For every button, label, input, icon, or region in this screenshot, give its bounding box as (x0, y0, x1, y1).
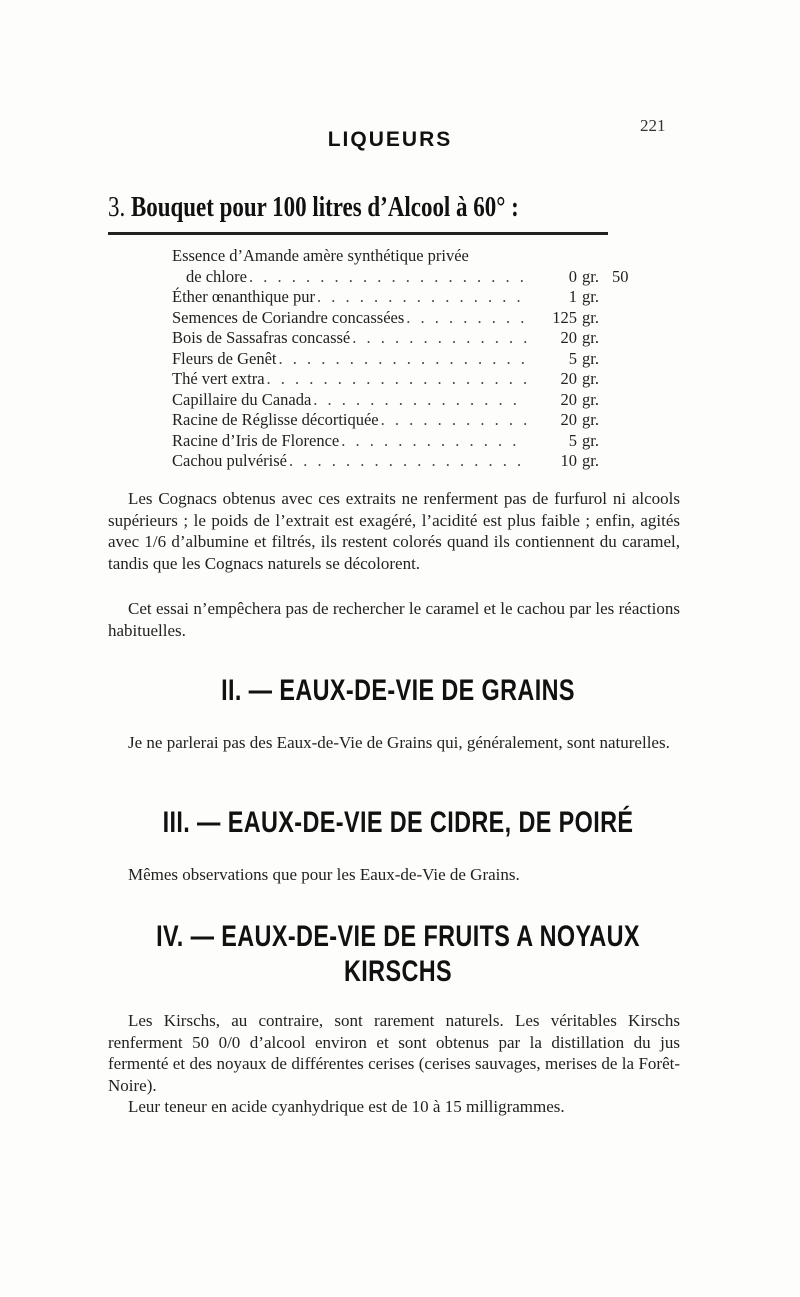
paragraph-kirschs (108, 1010, 680, 1118)
dot-leader (247, 267, 527, 288)
heading-grains: II. — EAUX-DE-VIE DE GRAINS (221, 674, 575, 707)
ingredient-name: Racine d’Iris de Florence (172, 430, 340, 450)
dot-leader (379, 410, 527, 431)
dot-leader (404, 308, 527, 329)
ingredient-quantity: 0 (568, 266, 577, 286)
ingredient-row (172, 287, 642, 308)
ingredient-quantity: 20 (560, 410, 577, 429)
dot-leader (265, 369, 527, 390)
ingredient-quantity: 20 (560, 328, 577, 347)
ingredient-unit: gr. (582, 430, 599, 450)
ingredient-name: Bois de Sassafras concassé (172, 328, 351, 347)
ingredient-quantity: 20 (560, 389, 577, 409)
paragraph-text: Cet essai n’empêchera pas de rechercher le caramel et le cachou par les réactions habituelles. (108, 599, 680, 640)
dot-leader (315, 287, 527, 308)
ingredient-row (172, 369, 642, 390)
paragraph-text: Les Cognacs obtenus avec ces extraits ne renferment pas de furfurol ni alcools supérieurs ; le poids de l’extrait est exagéré, l’acidité est plus faible ; enfin, agités avec 1/6 d’albumine et filtrés, ils restent colorés quand ils contiennent du caramel, tandis que les Cognacs naturels se décolorent. (108, 489, 680, 573)
ingredient-unit: gr. (582, 410, 599, 429)
ingredient-row (172, 328, 642, 349)
ingredient-row (172, 410, 642, 431)
ingredient-name: Racine de Réglisse décortiquée (172, 410, 379, 429)
ingredient-row (172, 390, 642, 411)
paragraph-text: Les Kirschs, au contraire, sont rarement naturels. Les véritables Kirschs renferment 50 0/0 d’alcool environ et sont obtenus par la distillation du jus fermenté et des noyaux de différentes cerises (cerises sauvages, merises de la Forêt-Noire). (108, 1011, 680, 1095)
ingredient-unit: gr. (582, 266, 599, 286)
ingredient-unit: gr. (582, 389, 599, 409)
ingredient-name: Semences de Coriandre concassées (172, 307, 405, 327)
ingredient-row (172, 308, 642, 329)
recipe-title (108, 192, 518, 224)
ingredient-quantity: 20 (560, 369, 577, 388)
paragraph-cognacs (108, 488, 680, 574)
ingredient-extra: 50 (612, 266, 629, 286)
ingredient-name: Éther œnanthique pur (172, 287, 315, 306)
ingredient-name: Thé vert extra (172, 369, 265, 388)
dot-leader (287, 451, 527, 472)
paragraph-text: Mêmes observations que pour les Eaux-de-Vie de Grains. (128, 865, 520, 884)
recipe-number: 3. (108, 192, 126, 223)
paragraph-text: Je ne parlerai pas des Eaux-de-Vie de Grains qui, généralement, sont naturelles. (128, 733, 670, 752)
ingredient-unit: gr. (582, 328, 599, 347)
paragraph-essai (108, 598, 680, 641)
dot-leader (339, 431, 527, 452)
ingredient-row (172, 451, 642, 472)
ingredient-quantity: 10 (560, 451, 577, 470)
heading-fruits-line2: KIRSCHS (343, 955, 453, 988)
ingredient-name: Fleurs de Genêt (172, 348, 277, 368)
heading-fruits-line1: IV. — EAUX-DE-VIE DE FRUITS A NOYAUX (156, 920, 640, 953)
running-head: LIQUEURS (327, 128, 453, 151)
dot-leader (350, 328, 527, 349)
ingredient-quantity: 125 (552, 307, 577, 327)
ingredient-row (172, 267, 642, 288)
ingredient-unit: gr. (582, 369, 599, 388)
title-rule (108, 232, 608, 235)
ingredient-quantity: 1 (568, 287, 577, 306)
paragraph-text: Leur teneur en acide cyanhydrique est de 10 à 15 milligrammes. (128, 1097, 565, 1116)
ingredient-row (172, 431, 642, 452)
ingredient-unit: gr. (582, 307, 599, 327)
paragraph-cidre (108, 864, 680, 886)
ingredient-unit: gr. (582, 348, 599, 368)
ingredient-quantity: 5 (568, 430, 577, 450)
heading-cidre: III. — EAUX-DE-VIE DE CIDRE, DE POIRÉ (162, 806, 634, 839)
ingredient-name: Cachou pulvérisé (172, 451, 288, 470)
ingredient-name: Capillaire du Canada (172, 389, 312, 409)
dot-leader (311, 390, 527, 411)
page-number: 221 (640, 116, 666, 135)
ingredient-row (172, 349, 642, 370)
paragraph-grains (108, 732, 680, 754)
ingredient-list (172, 246, 642, 472)
ingredient-name: de chlore (186, 266, 247, 286)
ingredient-quantity: 5 (568, 348, 577, 368)
recipe-title-text: Bouquet pour 100 litres d’Alcool à 60° : (130, 192, 519, 223)
ingredient-intro: Essence d’Amande amère synthétique privée (172, 246, 469, 265)
ingredient-unit: gr. (582, 287, 599, 306)
ingredient-unit: gr. (582, 451, 599, 470)
dot-leader (276, 349, 527, 370)
